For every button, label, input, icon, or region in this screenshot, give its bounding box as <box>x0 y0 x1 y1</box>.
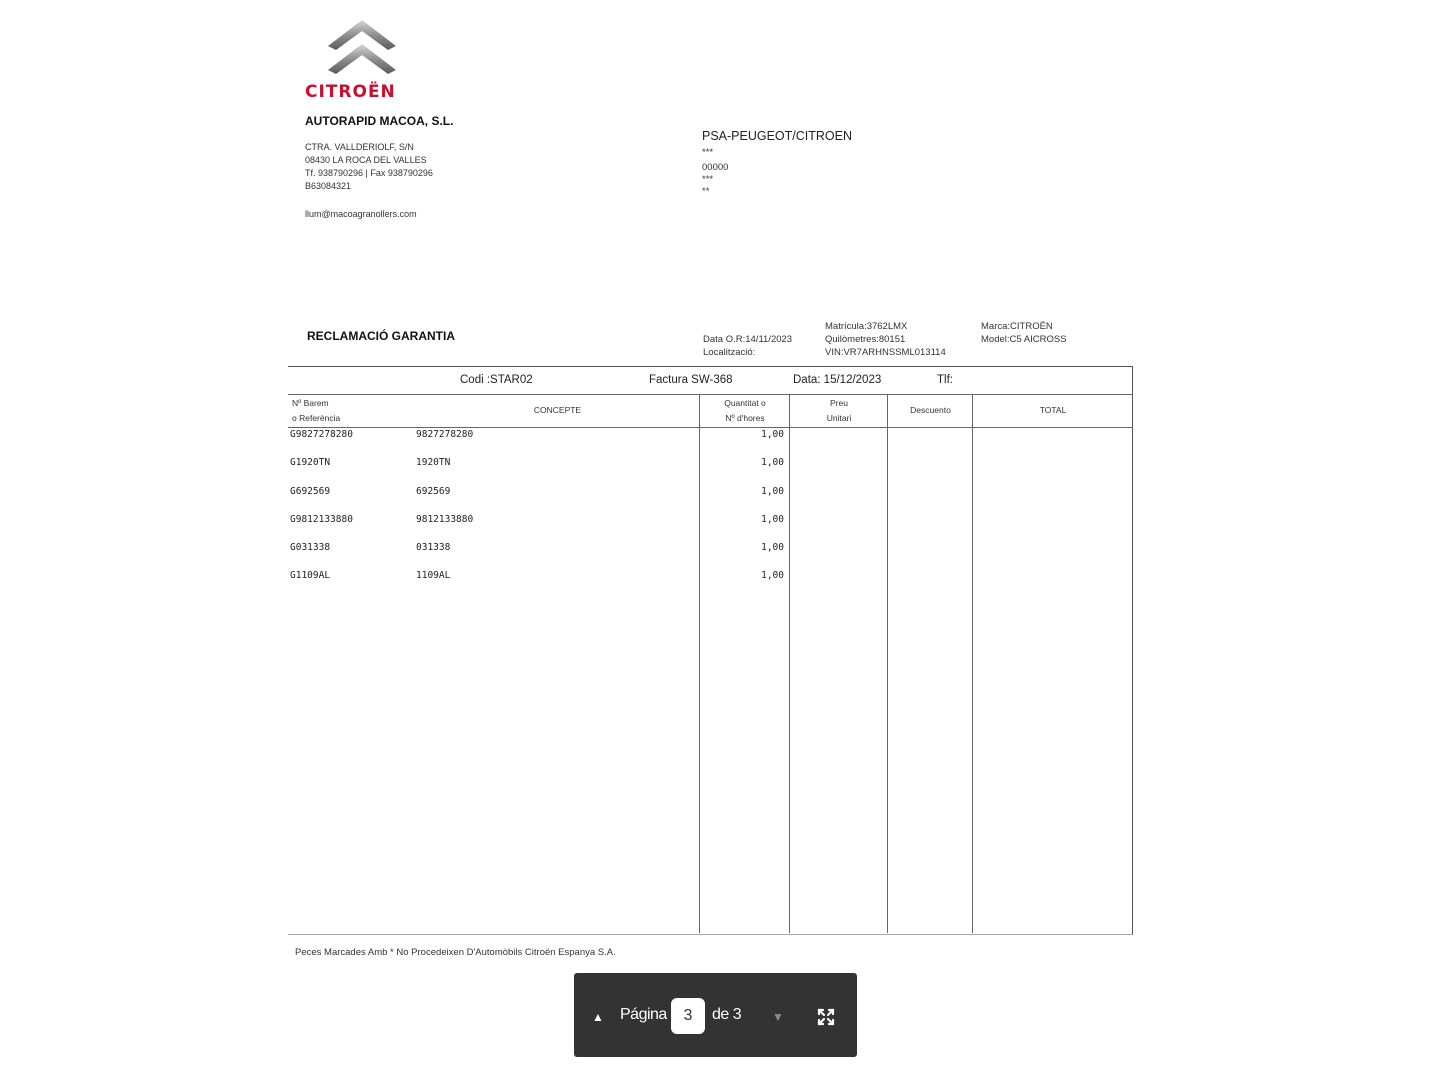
header-price-line: Unitari <box>826 413 852 423</box>
row-ref: G9812133880 <box>290 514 353 525</box>
row-qty: 1,00 <box>761 542 784 553</box>
company-address-line: 08430 LA ROCA DEL VALLES <box>305 155 427 165</box>
header-total: TOTAL <box>1039 405 1067 415</box>
header-ref-line: Nº Barem <box>292 398 329 408</box>
page-label: Página <box>620 1006 667 1023</box>
table-divider <box>288 394 1133 395</box>
header-unit-price <box>790 396 888 426</box>
header-qty-line: Nº d'hores <box>725 413 765 423</box>
row-ref: G031338 <box>290 542 331 553</box>
header-ref <box>292 396 340 426</box>
citroen-chevron-logo <box>326 16 398 80</box>
caret-up-icon: ▲ <box>592 1010 604 1024</box>
row-concept: 1920TN <box>416 457 451 468</box>
row-ref: G692569 <box>290 486 331 497</box>
table-divider <box>288 427 1133 428</box>
mileage: Quilòmetres:80151 <box>825 334 906 345</box>
invoice-number: Factura SW-368 <box>649 374 733 386</box>
header-ref-line: o Referència <box>292 413 341 423</box>
column-divider <box>972 394 973 933</box>
caret-down-icon: ▼ <box>772 1010 784 1024</box>
column-divider <box>887 394 888 933</box>
row-qty: 1,00 <box>761 486 784 497</box>
company-name: AUTORAPID MACOA, S.L. <box>305 114 454 128</box>
previous-page-button[interactable] <box>590 1009 606 1025</box>
repair-order-date: Data O.R:14/11/2023 <box>703 334 793 345</box>
header-discount: Descuento <box>910 405 951 415</box>
row-concept: 9827278280 <box>416 429 474 440</box>
phone-label: Tlf: <box>937 374 953 386</box>
row-ref: G1109AL <box>290 570 331 581</box>
row-qty: 1,00 <box>761 570 784 581</box>
customer-code: Codi :STAR02 <box>460 374 533 386</box>
recipient-line: *** <box>702 147 714 158</box>
row-ref: G1920TN <box>290 457 331 468</box>
company-phone-fax: Tf. 938790296 | Fax 938790296 <box>305 168 433 178</box>
items-table <box>288 366 1133 935</box>
vehicle-make: Marca:CITROËN <box>981 321 1053 332</box>
license-plate: Matrícula:3762LMX <box>825 321 908 332</box>
claim-title: RECLAMACIÓ GARANTIA <box>307 329 455 343</box>
row-qty: 1,00 <box>761 457 784 468</box>
location-label: Localització: <box>703 347 756 358</box>
header-quantity <box>700 396 790 426</box>
fullscreen-icon <box>817 1008 835 1026</box>
recipient-name: PSA-PEUGEOT/CITROEN <box>702 129 853 143</box>
company-address-line: CTRA. VALLDERIOLF, S/N <box>305 142 414 152</box>
company-email: llum@macoagranollers.com <box>305 209 417 219</box>
invoice-date: Data: 15/12/2023 <box>793 374 882 386</box>
column-divider <box>699 394 700 933</box>
vin: VIN:VR7ARHNSSML013114 <box>825 347 946 358</box>
header-qty-line: Quantitat o <box>724 398 766 408</box>
fullscreen-button[interactable] <box>817 1008 835 1026</box>
total-pages-label: de 3 <box>712 1006 742 1023</box>
row-qty: 1,00 <box>761 429 784 440</box>
row-concept: 692569 <box>416 486 451 497</box>
column-divider <box>789 394 790 933</box>
vehicle-model: Model:C5 AICROSS <box>981 334 1067 345</box>
row-ref: G9827278280 <box>290 429 353 440</box>
next-page-button[interactable] <box>770 1009 786 1025</box>
recipient-line: ** <box>702 186 710 197</box>
brand-wordmark: CITROËN <box>305 82 396 102</box>
recipient-line: *** <box>702 174 714 185</box>
recipient-line: 00000 <box>702 162 729 173</box>
header-price-line: Preu <box>830 398 848 408</box>
row-qty: 1,00 <box>761 514 784 525</box>
header-concept: CONCEPTE <box>533 405 582 415</box>
footer-note: Peces Marcades Amb * No Procedeixen D'Automòbils Citroën Espanya S.A. <box>295 947 616 958</box>
row-concept: 9812133880 <box>416 514 474 525</box>
row-concept: 031338 <box>416 542 451 553</box>
company-tax-id: B63084321 <box>305 181 352 191</box>
page-number-input[interactable] <box>671 998 705 1034</box>
row-concept: 1109AL <box>416 570 451 581</box>
